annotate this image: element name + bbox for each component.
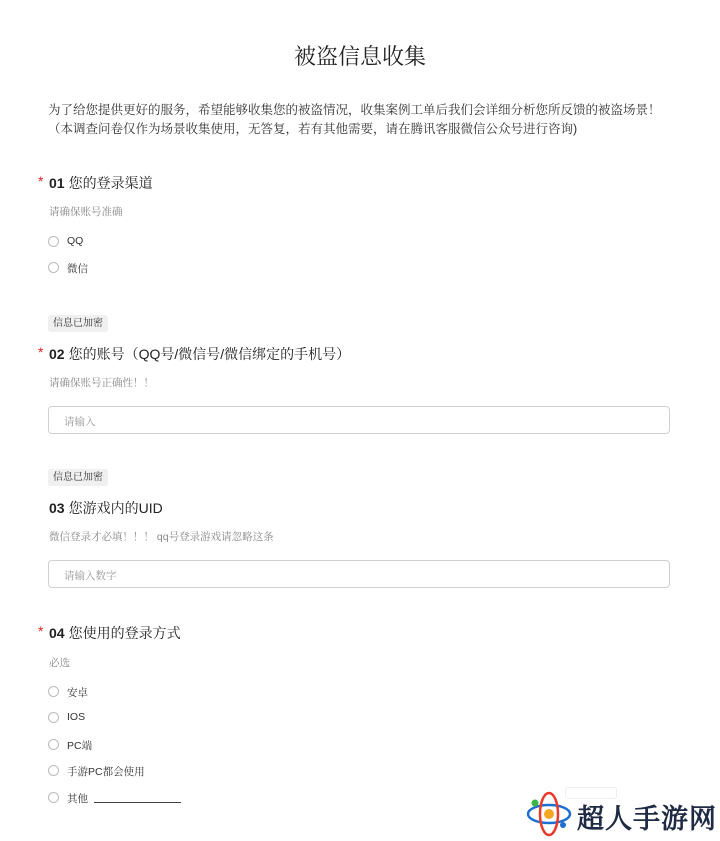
- question-title: [49, 498, 163, 518]
- question-number: 04: [49, 625, 65, 641]
- uid-input[interactable]: [48, 560, 670, 588]
- watermark-text: 超人手游网: [577, 804, 717, 834]
- option-label: 微信: [67, 263, 88, 275]
- question-label: 您的账号（QQ号/微信号/微信绑定的手机号）: [68, 346, 351, 362]
- input-placeholder: 请输入: [64, 416, 96, 428]
- radio-circle[interactable]: [48, 262, 59, 273]
- site-watermark: [525, 790, 720, 840]
- radio-circle[interactable]: [48, 739, 59, 750]
- encrypted-badge: 信息已加密: [48, 469, 108, 486]
- option-label: 手游PC都会使用: [67, 766, 145, 778]
- option-label: PC端: [67, 740, 93, 752]
- option-label: IOS: [67, 711, 86, 723]
- required-mark: *: [38, 173, 44, 189]
- question-description: 微信登录才必填！！！ qq号登录游戏请忽略这条: [49, 531, 274, 543]
- watermark-logo-icon: [525, 790, 573, 838]
- question-description: 请确保账号正确性！！: [49, 377, 154, 389]
- other-text-input[interactable]: [94, 802, 181, 803]
- input-placeholder: 请输入数字: [64, 570, 117, 582]
- radio-circle[interactable]: [48, 236, 59, 247]
- radio-circle[interactable]: [48, 686, 59, 697]
- question-number: 03: [49, 500, 65, 516]
- radio-circle[interactable]: [48, 712, 59, 723]
- option-label: QQ: [67, 235, 84, 247]
- question-label: 您的登录渠道: [68, 175, 153, 191]
- question-description: 请确保账号准确: [49, 206, 123, 218]
- account-input[interactable]: [48, 406, 670, 434]
- question-label: 您使用的登录方式: [68, 625, 181, 641]
- question-number: 01: [49, 175, 65, 191]
- required-mark: *: [38, 344, 44, 360]
- question-title: [38, 344, 351, 364]
- question-title: [38, 623, 181, 643]
- required-mark: *: [38, 623, 44, 639]
- radio-circle[interactable]: [48, 792, 59, 803]
- survey-intro: 为了给您提供更好的服务，希望能够收集您的被盗情况，收集案例工单后我们会详细分析您所反馈的被盗场景！（本调查问卷仅作为场景收集使用，无答复，若有其他需要，请在腾讯客服微信公众号进行咨询): [48, 103, 661, 136]
- radio-circle[interactable]: [48, 765, 59, 776]
- question-description: 必选: [49, 657, 70, 669]
- option-label: 其他: [67, 793, 88, 805]
- question-label: 您游戏内的UID: [68, 500, 163, 516]
- question-number: 02: [49, 346, 65, 362]
- question-title: [38, 173, 153, 193]
- option-label: 安卓: [67, 687, 88, 699]
- survey-title: 被盗信息收集: [293, 44, 426, 69]
- encrypted-badge: 信息已加密: [48, 315, 108, 332]
